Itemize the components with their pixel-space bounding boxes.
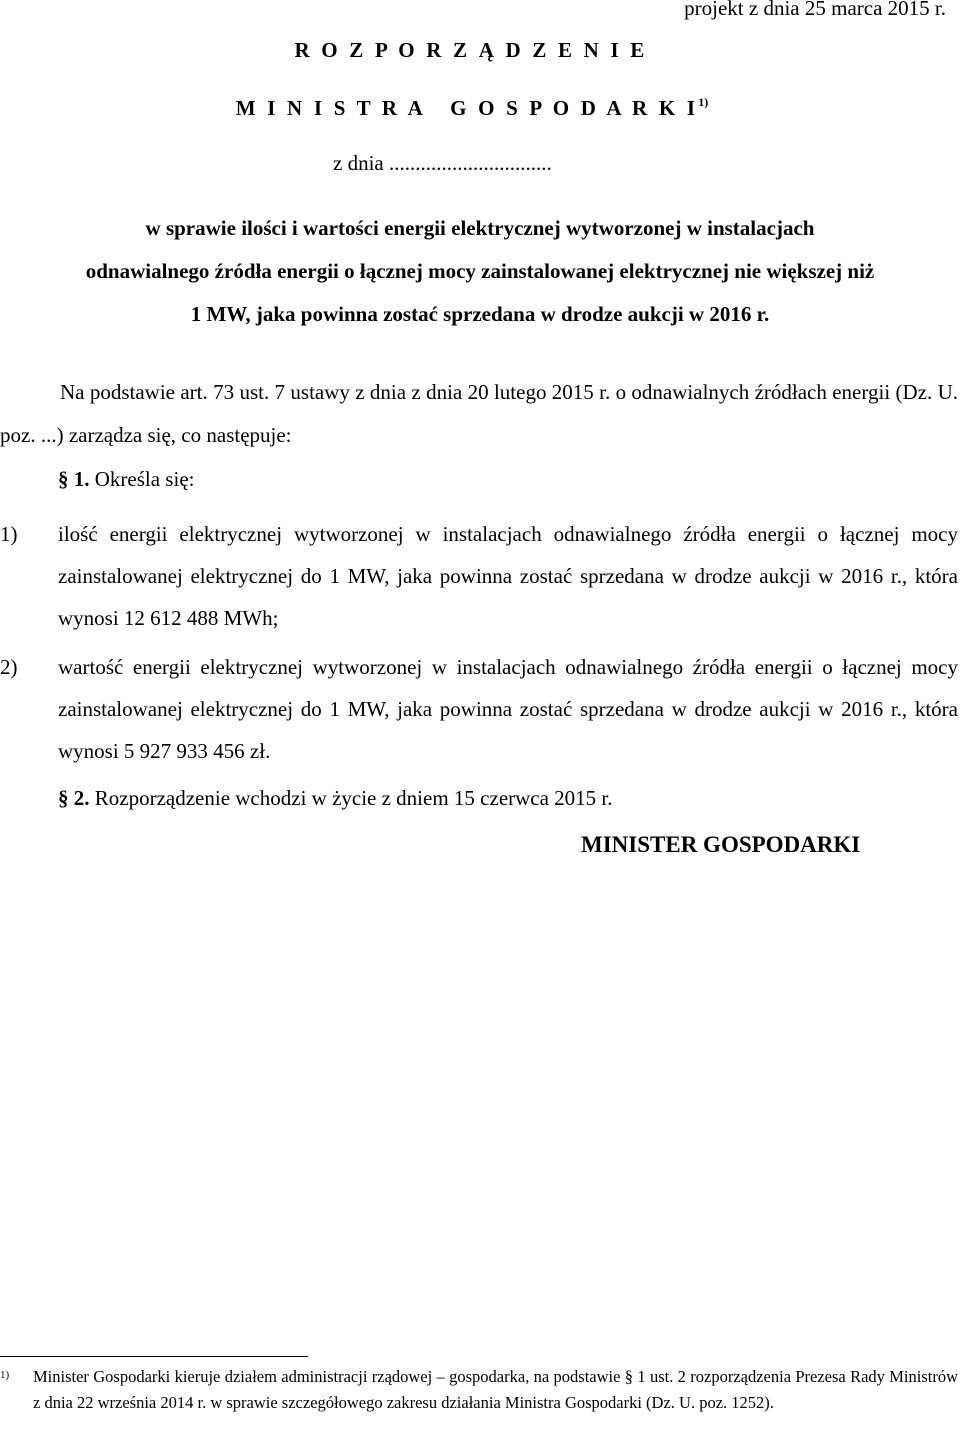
footnote-text: Minister Gospodarki kieruje działem administracji rządowej – gospodarka, na podstawie § 1 ust. 2 rozporządzenia Prezesa Rady Ministrów z dnia 22 września 2014 r. w sprawie szczegółowego zakresu działania Ministra Gospodarki (Dz. U. poz. 1252).	[33, 1367, 958, 1412]
section-1-label: § 1.	[58, 467, 90, 491]
subject	[0, 207, 960, 336]
subject-line-2: odnawialnego źródła energii o łącznej mocy zainstalowanej elektrycznej nie większej niż	[85, 259, 875, 283]
footnote-separator	[0, 1356, 308, 1357]
signature: MINISTER GOSPODARKI	[581, 832, 861, 857]
footnote-number: 1)	[0, 1369, 10, 1381]
list-item	[0, 513, 958, 639]
legal-basis: Na podstawie art. 73 ust. 7 ustawy z dnia z dnia 20 lutego 2015 r. o odnawialnych źródłach energii (Dz. U. poz. ...) zarządza się, co następuje:	[0, 380, 958, 447]
section-2-text: Rozporządzenie wchodzi w życie z dniem 15 czerwca 2015 r.	[94, 786, 613, 810]
section-1-heading	[58, 467, 194, 492]
footnote	[0, 1364, 958, 1416]
list-item-number: 1)	[0, 522, 18, 546]
list-item	[0, 646, 958, 772]
section-2	[58, 786, 613, 811]
subject-line-1: w sprawie ilości i wartości energii elektrycznej wytworzonej w instalacjach	[145, 216, 815, 240]
document-title: R O Z P O R Z Ą D Z E N I E	[294, 38, 648, 62]
subject-line-3: 1 MW, jaka powinna zostać sprzedana w drodze aukcji w 2016 r.	[190, 302, 770, 326]
footnote-reference: 1)	[698, 95, 709, 109]
list-item-text: wartość energii elektrycznej wytworzonej w instalacjach odnawialnego źródła energii o łącznej mocy zainstalowanej elektrycznej do 1 MW, jaka powinna zostać sprzedana w drodze aukcji w 2016 r., która wynosi 5 927 933 456 zł.	[58, 655, 958, 763]
draft-note: projekt z dnia 25 marca 2015 r.	[684, 0, 946, 20]
list-item-text: ilość energii elektrycznej wytworzonej w instalacjach odnawialnego źródła energii o łącznej mocy zainstalowanej elektrycznej do 1 MW, jaka powinna zostać sprzedana w drodze aukcji w 2016 r., która wynosi 12 612 488 MWh;	[58, 522, 958, 630]
issuer-title-text: M I N I S T R A G O S P O D A R K I	[235, 96, 699, 120]
section-2-label: § 2.	[58, 786, 90, 810]
issuer-title	[0, 95, 960, 121]
date-line: z dnia ...............................	[333, 151, 552, 175]
list-item-number: 2)	[0, 655, 18, 679]
section-1-intro: Określa się:	[94, 467, 195, 491]
